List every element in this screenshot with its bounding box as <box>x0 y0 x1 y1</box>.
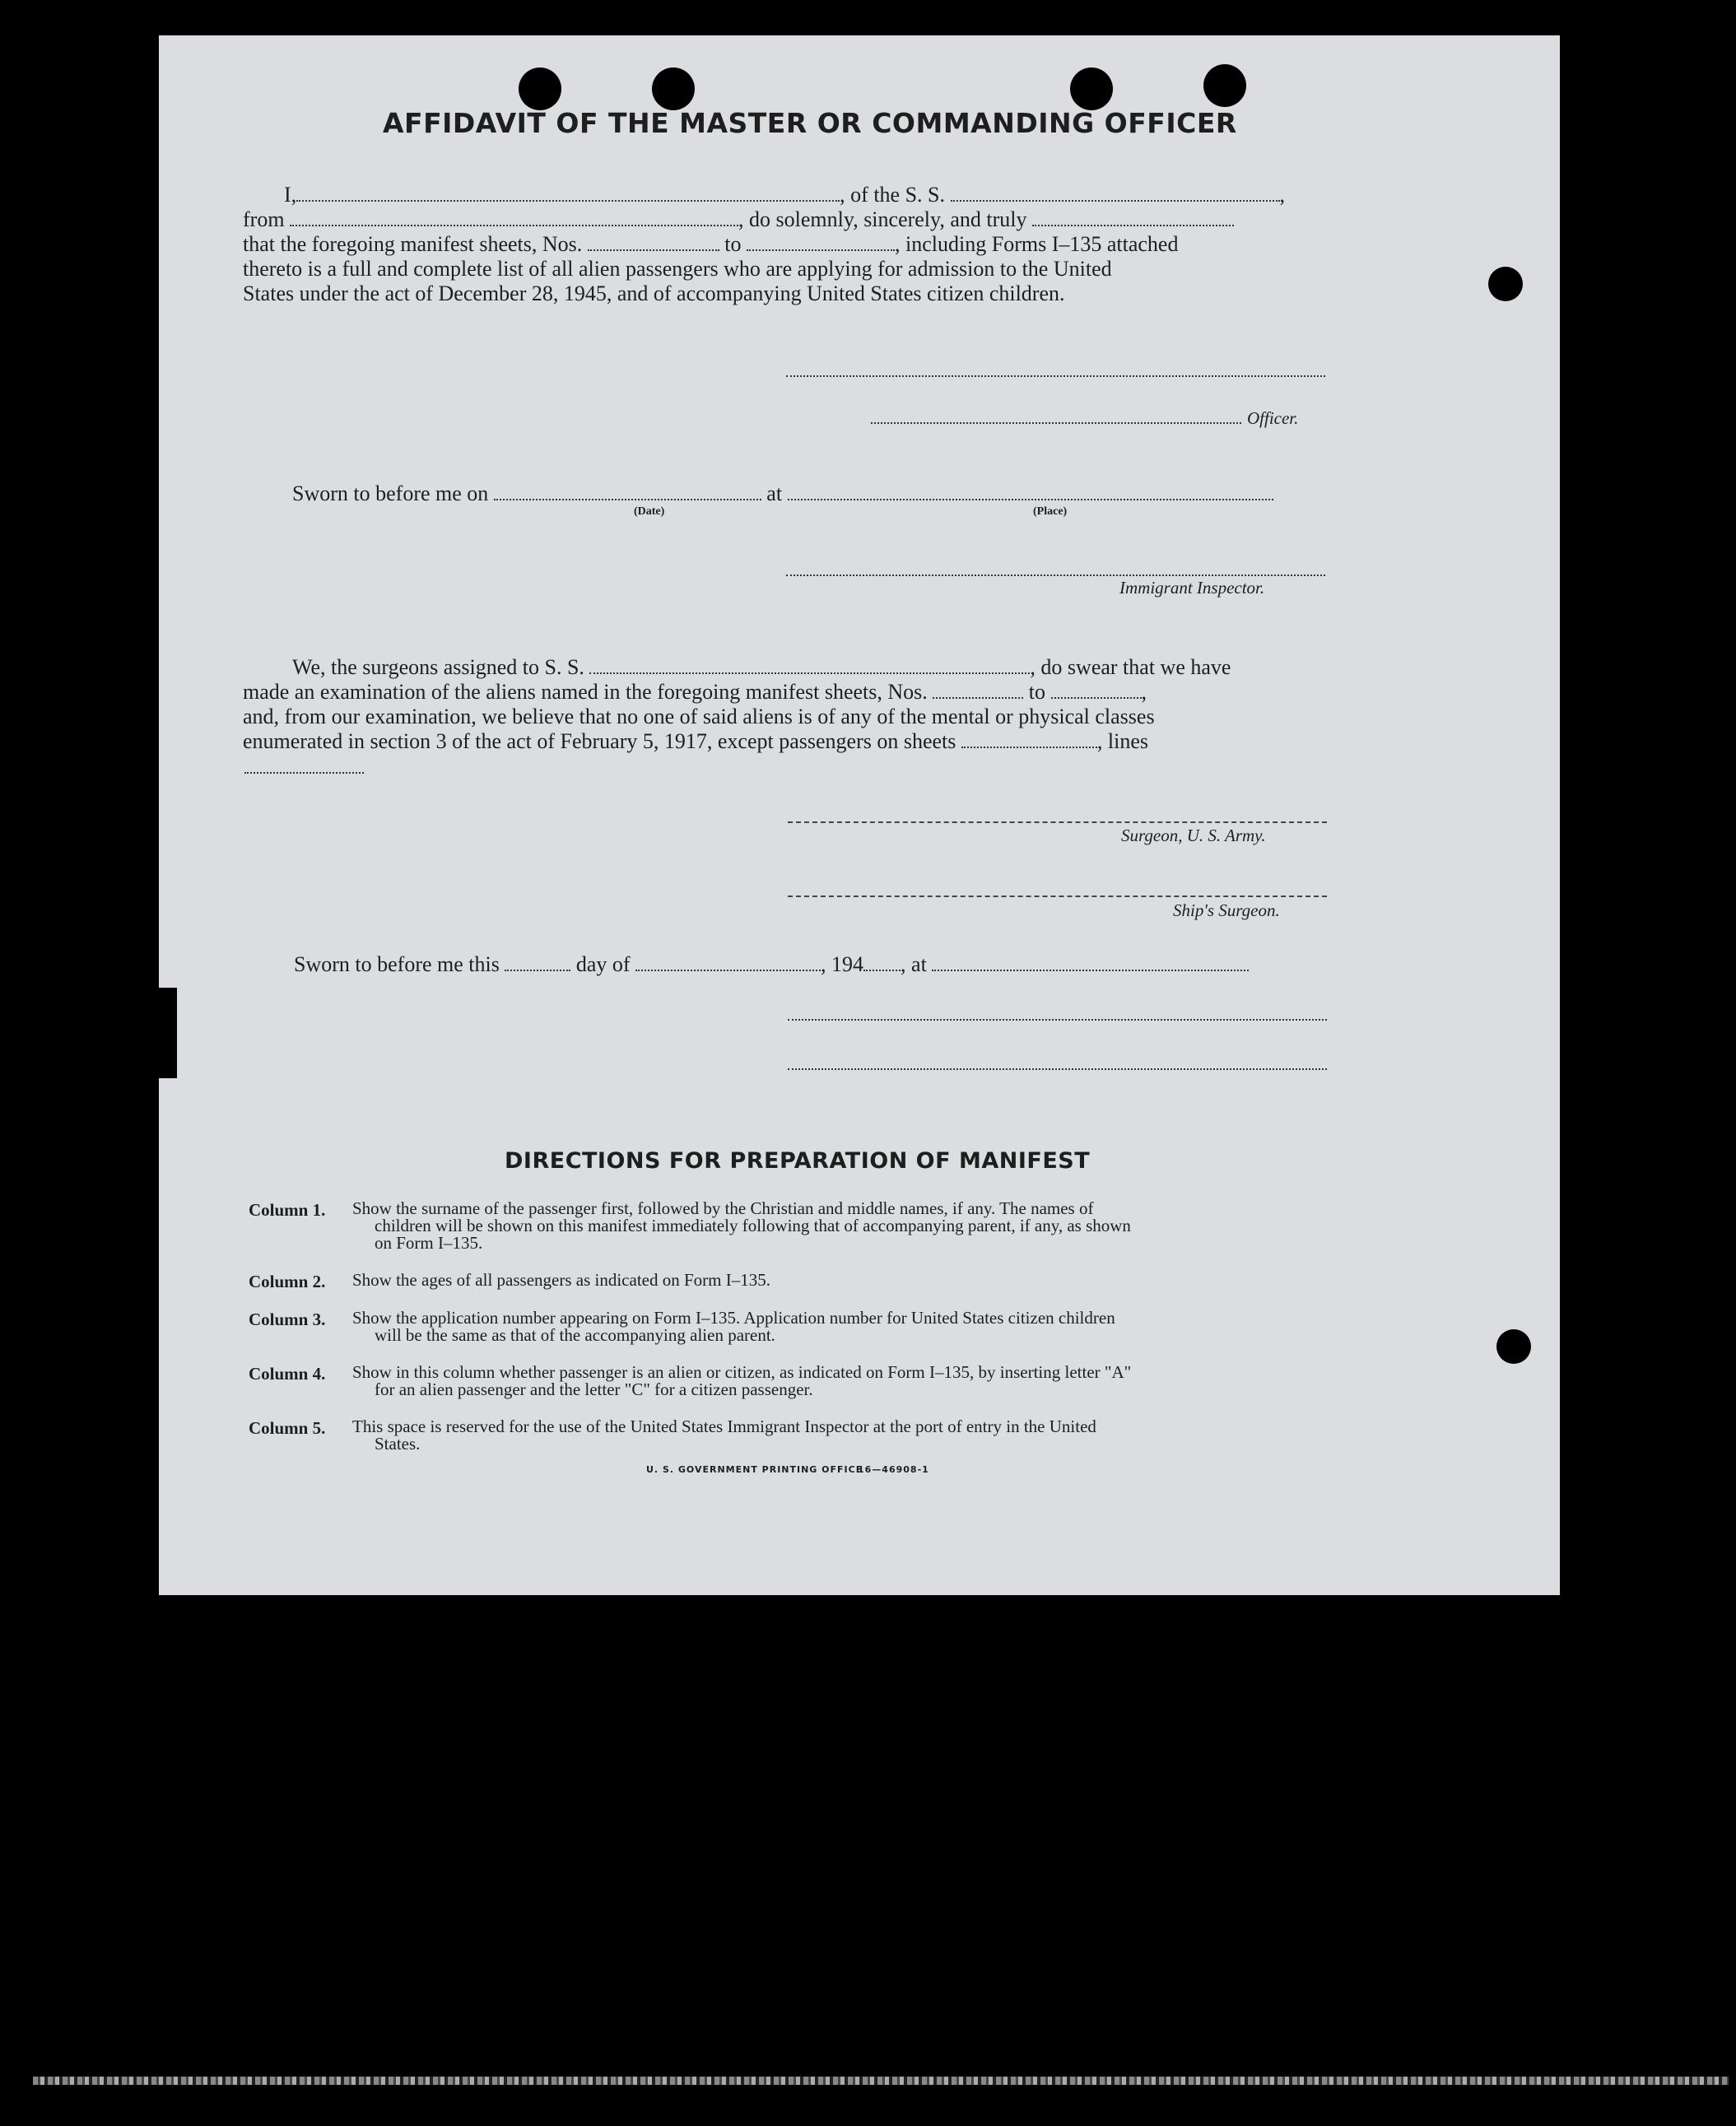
inspector-label: Immigrant Inspector. <box>1119 578 1265 598</box>
sworn2-place-blank[interactable] <box>932 953 1249 971</box>
sworn2-signature-line-1[interactable] <box>788 1019 1327 1021</box>
signature-line[interactable] <box>786 375 1325 377</box>
ship-surgeon-signature-line[interactable] <box>788 896 1327 897</box>
sworn-month-blank[interactable] <box>635 953 821 971</box>
army-surgeon-label: Surgeon, U. S. Army. <box>1121 826 1266 845</box>
date-caption: (Date) <box>634 505 665 518</box>
affidavit-title: AFFIDAVIT OF THE MASTER OR COMMANDING OFFICER <box>383 107 1237 139</box>
surgeons-line-4: enumerated in section 3 of the act of February 5, 1917, except passengers on sheets , lines <box>243 729 1149 753</box>
punch-hole <box>1496 1329 1531 1364</box>
scan-edge <box>33 2077 1729 2085</box>
column-1-text-3: on Form I–135. <box>375 1233 483 1253</box>
ship-blank[interactable] <box>951 184 1280 202</box>
sheets-to-blank[interactable] <box>747 233 895 251</box>
from-blank[interactable] <box>290 208 738 226</box>
column-1-label: Column 1. <box>249 1200 326 1220</box>
column-4-text-2: for an alien passenger and the letter "C" for a citizen passenger. <box>375 1379 813 1399</box>
punch-hole <box>1070 67 1113 110</box>
printer-imprint: U. S. GOVERNMENT PRINTING OFFICE <box>646 1464 863 1475</box>
surgeon-ship-blank[interactable] <box>589 656 1030 674</box>
surgeon-sheets-from-blank[interactable] <box>933 681 1023 699</box>
column-2-label: Column 2. <box>249 1272 326 1291</box>
column-5-text-1: This space is reserved for the use of the United States Immigrant Inspector at the port of entry in the United <box>352 1417 1096 1436</box>
army-surgeon-signature-line[interactable] <box>788 821 1327 823</box>
sworn-place-blank[interactable] <box>788 482 1273 500</box>
place-caption: (Place) <box>1033 505 1068 518</box>
affidavit-line-2: from , do solemnly, sincerely, and truly <box>243 207 1234 232</box>
sheets-from-blank[interactable] <box>588 233 719 251</box>
directions-title: DIRECTIONS FOR PREPARATION OF MANIFEST <box>505 1148 1091 1174</box>
punch-hole <box>652 67 695 110</box>
punch-hole <box>519 67 561 110</box>
punch-hole <box>1488 267 1523 301</box>
column-2-text-1: Show the ages of all passengers as indicated on Form I–135. <box>352 1270 770 1290</box>
surgeons-line-3: and, from our examination, we believe that no one of said aliens is of any of the mental or physical classes <box>243 705 1155 728</box>
column-5-label: Column 5. <box>249 1418 326 1438</box>
sworn2-signature-line-2[interactable] <box>788 1068 1327 1070</box>
sworn-year-blank[interactable] <box>863 953 901 971</box>
column-3-text-1: Show the application number appearing on Form I–135. Application number for United States citizen children <box>352 1308 1115 1328</box>
sworn-date-blank[interactable] <box>494 482 761 500</box>
page-tear <box>159 988 177 1078</box>
column-3-label: Column 3. <box>249 1310 326 1329</box>
sworn-line-2: Sworn to before me this day of , 194 , at <box>294 952 1249 977</box>
except-sheets-blank[interactable] <box>961 730 1097 748</box>
column-1-text-1: Show the surname of the passenger first, followed by the Christian and middle names, if any. The names of <box>352 1198 1094 1218</box>
column-5-text-2: States. <box>375 1434 421 1454</box>
affidavit-line-5: States under the act of December 28, 1945, and of accompanying United States citizen children. <box>243 281 1065 305</box>
officer-signature-line[interactable] <box>871 422 1241 424</box>
column-1-text-2: children will be shown on this manifest immediately following that of accompanying parent, if any, as shown <box>375 1216 1131 1235</box>
form-code: 16—46908-1 <box>858 1464 929 1475</box>
ship-surgeon-label: Ship's Surgeon. <box>1173 900 1280 920</box>
name-blank[interactable] <box>296 184 840 202</box>
column-4-label: Column 4. <box>249 1364 326 1384</box>
column-3-text-2: will be the same as that of the accompanying alien parent. <box>375 1325 775 1345</box>
inspector-signature-line[interactable] <box>786 575 1325 576</box>
declare-blank[interactable] <box>1032 208 1234 226</box>
surgeon-sheets-to-blank[interactable] <box>1051 681 1142 699</box>
affidavit-line-4: thereto is a full and complete list of all alien passengers who are applying for admission to the United <box>243 257 1112 281</box>
surgeons-line-1: We, the surgeons assigned to S. S. , do swear that we have <box>292 655 1231 679</box>
affidavit-line-1: I, , of the S. S. , <box>284 183 1286 207</box>
affidavit-line-3: that the foregoing manifest sheets, Nos. to , including Forms I–135 attached <box>243 232 1179 256</box>
sworn-line-1: Sworn to before me on at <box>292 481 1273 506</box>
punch-hole <box>1203 64 1246 107</box>
column-4-text-1: Show in this column whether passenger is an alien or citizen, as indicated on Form I–135, by inserting letter "A" <box>352 1362 1132 1382</box>
officer-label: Officer. <box>1247 408 1299 428</box>
lines-blank[interactable] <box>244 772 364 774</box>
sworn-day-blank[interactable] <box>505 953 570 971</box>
surgeons-line-2: made an examination of the aliens named in the foregoing manifest sheets, Nos. to , <box>243 680 1147 704</box>
